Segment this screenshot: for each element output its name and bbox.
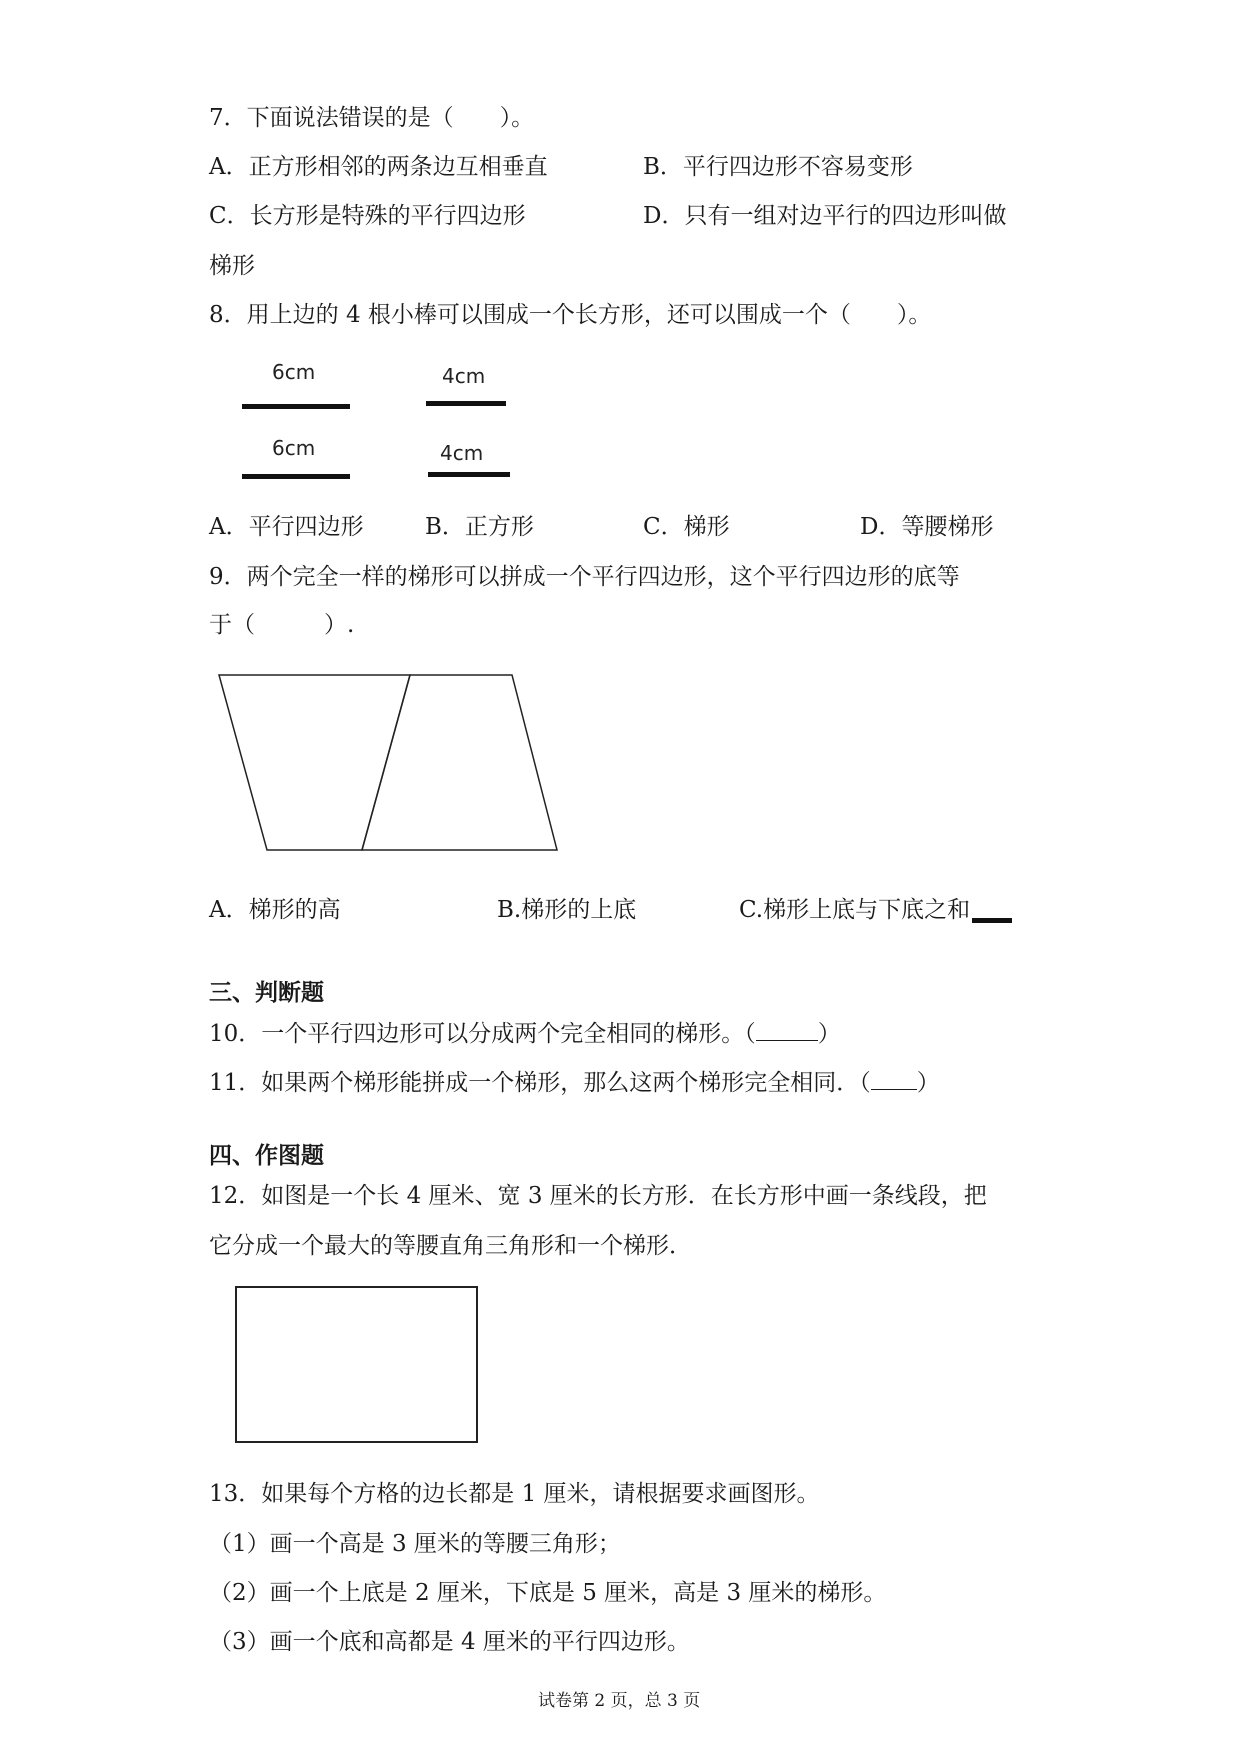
q9-option-c-wrap xyxy=(739,899,1012,923)
stick-label-3: 6cm xyxy=(272,436,316,460)
q11-text: 11．如果两个梯形能拼成一个梯形，那么这两个梯形完全相同．（ xyxy=(209,1070,871,1096)
q12-line2: 它分成一个最大的等腰直角三角形和一个梯形． xyxy=(209,1233,692,1259)
section-3-title: 三、判断题 xyxy=(209,980,324,1006)
q9-option-b: B.梯形的上底 xyxy=(497,897,637,923)
q9-stem-line1: 9．两个完全一样的梯形可以拼成一个平行四边形，这个平行四边形的底等 xyxy=(209,564,960,590)
stick-2 xyxy=(426,401,506,406)
q10 xyxy=(209,1022,841,1046)
q7-option-d-cont: 梯形 xyxy=(209,253,255,279)
q12-line1: 12．如图是一个长 4 厘米、宽 3 厘米的长方形．在长方形中画一条线段，把 xyxy=(209,1183,987,1209)
page-footer: 试卷第 2 页，总 3 页 xyxy=(538,1691,701,1711)
q13-stem: 13．如果每个方格的边长都是 1 厘米，请根据要求画图形。 xyxy=(209,1481,820,1507)
q10-answer-blank[interactable] xyxy=(756,1022,818,1041)
stick-label-4: 4cm xyxy=(440,441,484,465)
q11-answer-blank[interactable] xyxy=(871,1071,917,1090)
q8-stem: 8．用上边的 4 根小棒可以围成一个长方形，还可以围成一个（ ）。 xyxy=(209,302,932,328)
q7-stem: 7．下面说法错误的是（ ）。 xyxy=(209,105,535,131)
q11-end: ） xyxy=(916,1070,940,1096)
q7-option-c: C．长方形是特殊的平行四边形 xyxy=(209,203,526,229)
q13-item-2: （2）画一个上底是 2 厘米，下底是 5 厘米，高是 3 厘米的梯形。 xyxy=(209,1580,887,1606)
q8-option-d: D．等腰梯形 xyxy=(860,514,994,540)
trapezoid-left xyxy=(219,675,410,850)
stick-1 xyxy=(242,404,350,409)
q9-option-c: C.梯形上底与下底之和 xyxy=(739,897,971,923)
q9-parallelogram-figure xyxy=(210,665,570,865)
q7-option-a: A．正方形相邻的两条边互相垂直 xyxy=(209,154,548,180)
q8-option-c: C．梯形 xyxy=(643,514,730,540)
q7-option-b: B．平行四边形不容易变形 xyxy=(643,154,913,180)
trapezoid-right xyxy=(362,675,557,850)
q11 xyxy=(209,1071,940,1095)
q13-item-1: （1）画一个高是 3 厘米的等腰三角形； xyxy=(209,1531,621,1557)
q10-text: 10．一个平行四边形可以分成两个完全相同的梯形。（ xyxy=(209,1021,756,1047)
answer-mark xyxy=(972,918,1012,923)
stick-4 xyxy=(428,472,510,477)
q8-option-b: B．正方形 xyxy=(425,514,534,540)
q10-end: ） xyxy=(817,1021,841,1047)
stick-label-1: 6cm xyxy=(272,360,316,384)
q9-stem-line2: 于（ ）. xyxy=(209,612,355,638)
q9-option-a: A．梯形的高 xyxy=(209,897,341,923)
stick-3 xyxy=(242,474,350,479)
q12-rectangle-figure xyxy=(235,1286,478,1443)
q13-item-3: （3）画一个底和高都是 4 厘米的平行四边形。 xyxy=(209,1629,690,1655)
q8-option-a: A．平行四边形 xyxy=(209,514,364,540)
q7-option-d: D．只有一组对边平行的四边形叫做 xyxy=(643,203,1007,229)
stick-label-2: 4cm xyxy=(442,364,486,388)
section-4-title: 四、作图题 xyxy=(209,1143,324,1169)
